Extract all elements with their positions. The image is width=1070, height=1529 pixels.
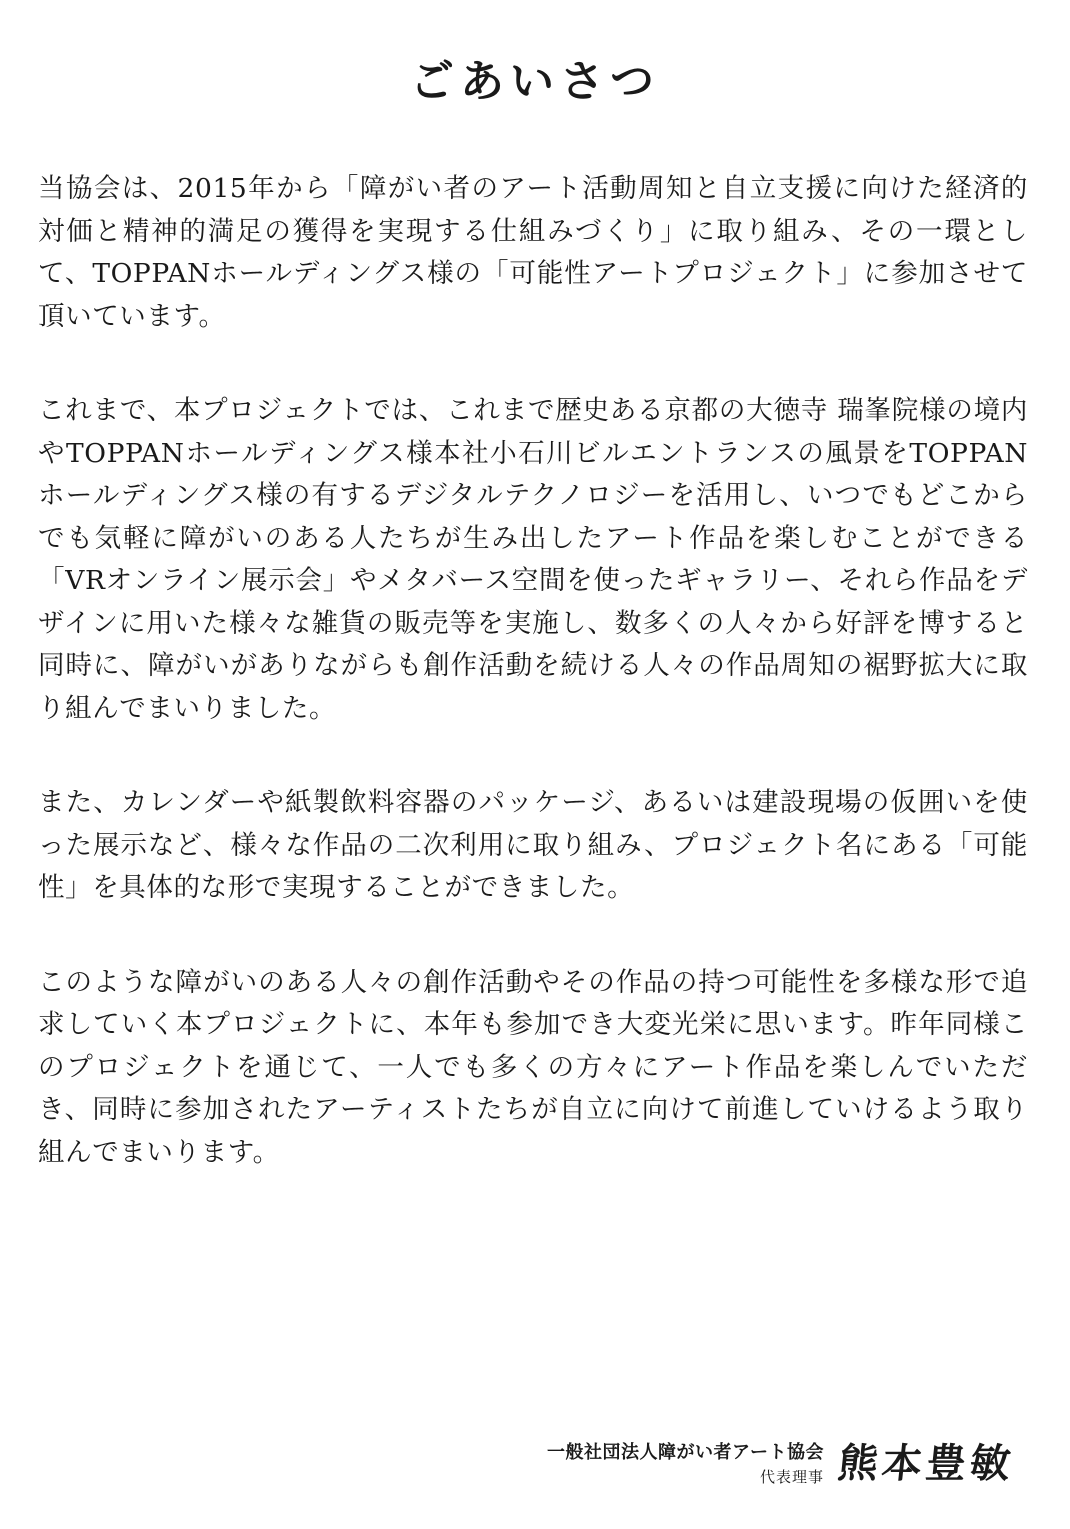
page-title: ごあいさつ <box>410 56 660 107</box>
paragraph-4: このような障がいのある人々の創作活動やその作品の持つ可能性を多様な形で追求していく本プロジェクトに、本年も参加でき大変光栄に思います。昨年同様このプロジェクトを通じて、一人でも多くの方々にアート作品を楽しんでいただき、同時に参加されたアーティストたちが自立に向けて前進していけるよう取り組んでまいります。 <box>38 966 1028 1168</box>
signer-name: 熊本豊敏 <box>835 1440 1017 1487</box>
signature-text <box>547 1440 824 1488</box>
paragraph-3: また、カレンダーや紙製飲料容器のパッケージ、あるいは建設現場の仮囲いを使った展示など、様々な作品の二次利用に取り組み、プロジェクト名にある「可能性」を具体的な形で実現することができました。 <box>38 787 1028 903</box>
signer-role: 代表理事 <box>759 1468 824 1486</box>
greeting-body <box>38 168 1028 1226</box>
paragraph-2: これまで、本プロジェクトでは、これまで歴史ある京都の大徳寺 瑞峯院様の境内やTOPPANホールディングス様本社小石川ビルエントランスの風景をTOPPANホールディングス様の有するデジタルテクノロジーを活用し、いつでもどこからでも気軽に障がいのある人たちが生み出したアート作品を楽しむことができる「VRオンライン展示会」やメタバース空間を使ったギャラリー、それら作品をデザインに用いた様々な雑貨の販売等を実施し、数多くの人々から好評を博すると同時に、障がいがありながらも創作活動を続ける人々の作品周知の裾野拡大に取り組んでまいりました。 <box>38 395 1028 724</box>
paragraph-1: 当協会は、2015年から「障がい者のアート活動周知と自立支援に向けた経済的対価と精神的満足の獲得を実現する仕組みづくり」に取り組み、その一環として、TOPPANホールディングス様の「可能性アートプロジェクト」に参加させて頂いています。 <box>38 173 1028 332</box>
organization-name: 一般社団法人障がい者アート協会 <box>547 1442 824 1463</box>
signature-block <box>547 1439 1017 1489</box>
